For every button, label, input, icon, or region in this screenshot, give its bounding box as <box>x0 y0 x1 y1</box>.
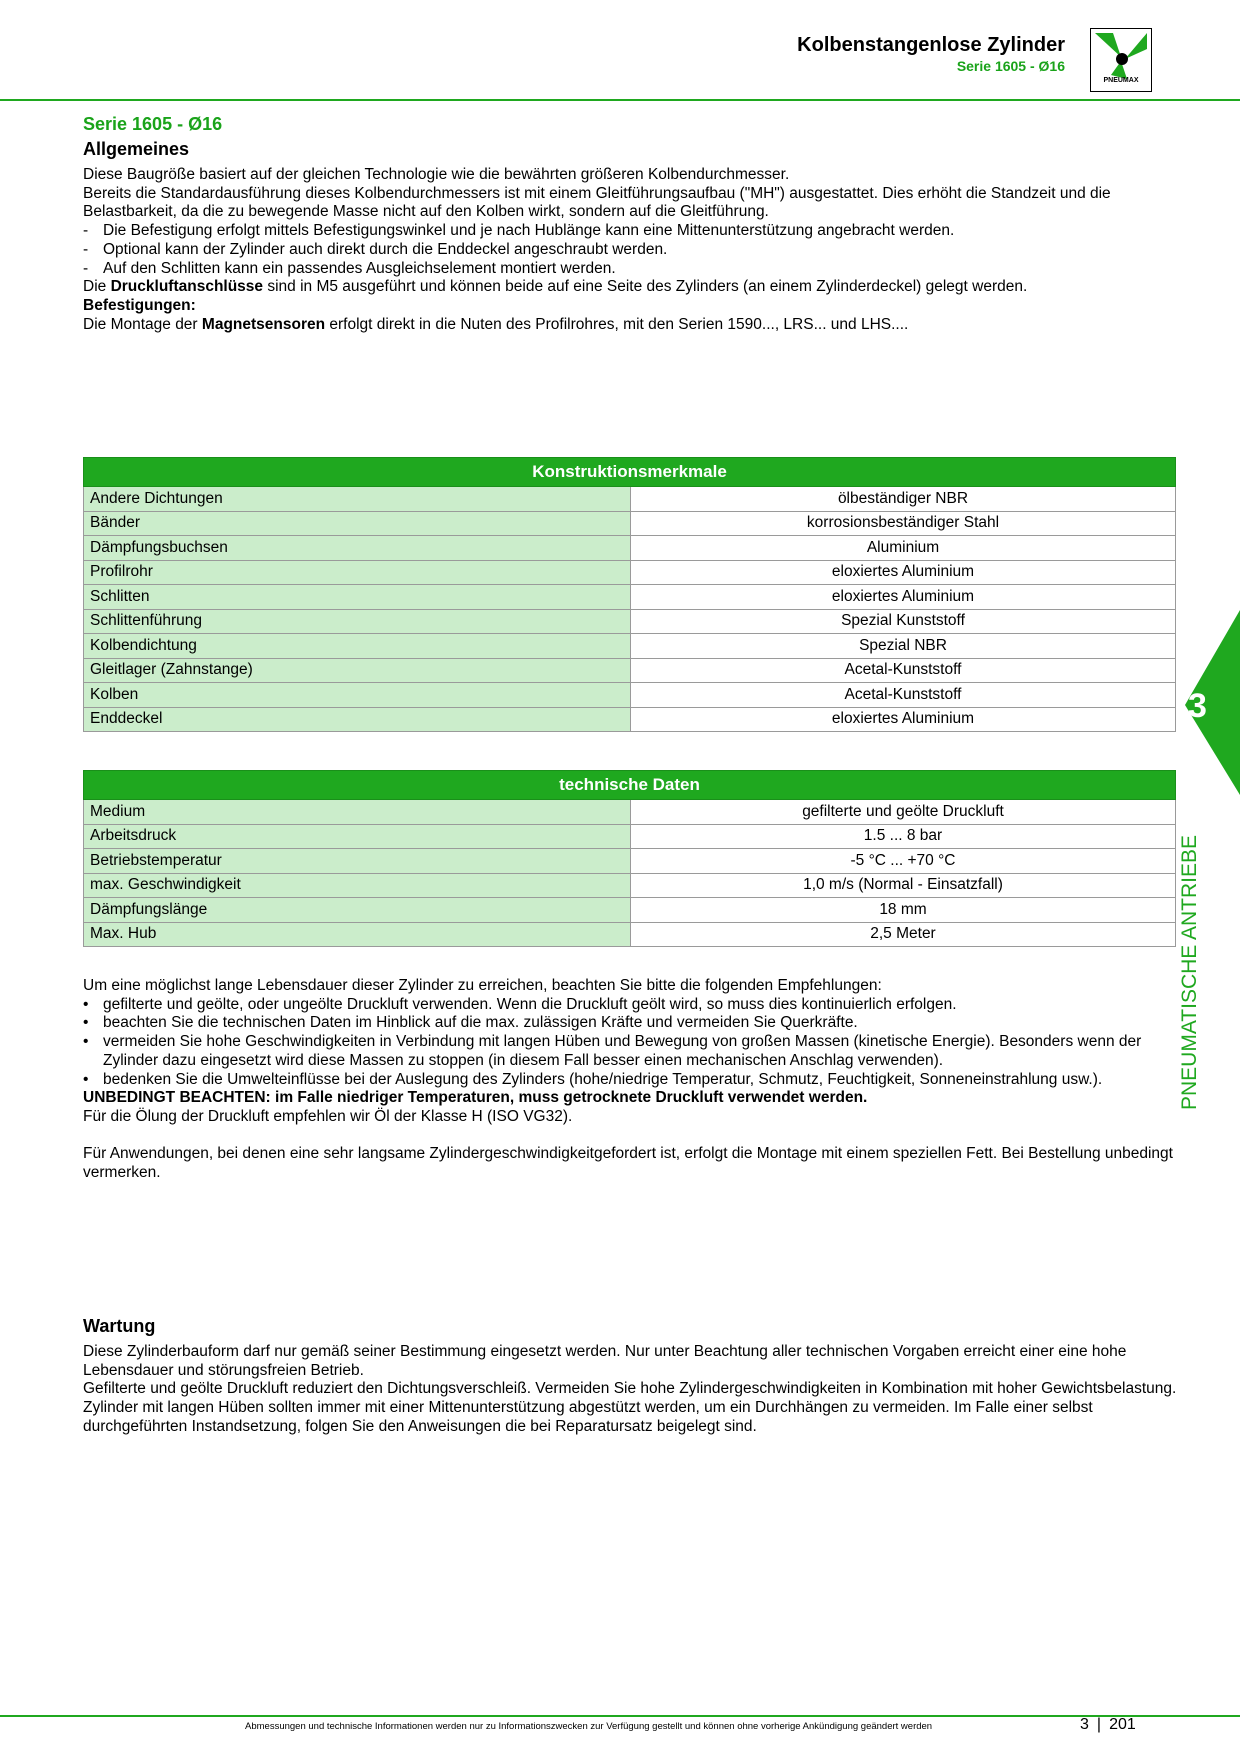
header-title: Kolbenstangenlose Zylinder <box>797 34 1065 56</box>
dash-marker: - <box>83 259 89 277</box>
sensors-text-c: erfolgt direkt in die Nuten des Profilrohres, mit den Serien 1590..., LRS... und LHS.... <box>325 315 909 333</box>
footer-rule <box>0 1715 1240 1717</box>
table-row <box>84 560 1176 585</box>
row-value: Acetal-Kunststoff <box>631 683 1176 708</box>
befestigungen-label: Befestigungen: <box>83 296 196 314</box>
row-value: eloxiertes Aluminium <box>631 560 1176 585</box>
technical-table <box>83 770 1176 947</box>
table-row <box>84 536 1176 561</box>
chapter-label-text: PNEUMATISCHE ANTRIEBE <box>1178 835 1201 1110</box>
row-value: eloxiertes Aluminium <box>631 707 1176 732</box>
table-row <box>84 487 1176 512</box>
row-key: max. Geschwindigkeit <box>84 873 631 898</box>
list-item-text: beachten Sie die technischen Daten im Hinblick auf die max. zulässigen Kräfte und vermeiden Sie Querkräfte. <box>103 1014 858 1032</box>
table-row <box>84 849 1176 874</box>
row-key: Andere Dichtungen <box>84 487 631 512</box>
maintenance-section <box>83 1316 1183 1437</box>
dash-marker: - <box>83 240 89 258</box>
row-key: Schlitten <box>84 585 631 610</box>
pneumax-logo <box>1090 28 1152 92</box>
intro-section <box>83 114 1183 334</box>
table-row <box>84 658 1176 683</box>
connections-paragraph <box>83 278 1183 297</box>
bullet-marker: • <box>83 995 89 1013</box>
maintenance-paragraph-2: Gefilterte und geölte Druckluft reduziert den Dichtungsverschleiß. Vermeiden Sie hohe Zylindergeschwindigkeiten in Kombination mit hoher Gewichtsbelastung. Zylinder mit langen Hüben sollten immer mit einer Mittenunterstützung abgestützt werden, um ein Durchhängen zu vermeiden. Im Falle einer selbst durchgeführten Instandsetzung, folgen Sie den Anweisungen die bei Reparatursatz beigelegt sind. <box>83 1380 1177 1435</box>
row-value: Spezial NBR <box>631 634 1176 659</box>
table-row <box>84 922 1176 947</box>
list-item-text: bedenken Sie die Umwelteinflüsse bei der Auslegung des Zylinders (hohe/niedrige Temperatur, Schmutz, Feuchtigkeit, Sonneneinstrahlung usw.). <box>103 1070 1103 1088</box>
list-item <box>83 1071 1183 1090</box>
table-row <box>84 707 1176 732</box>
sensors-keyword: Magnetsensoren <box>201 315 326 333</box>
chapter-tab-shape <box>1175 610 1240 795</box>
list-item <box>83 996 1183 1015</box>
maintenance-heading: Wartung <box>83 1316 156 1336</box>
bullet-marker: • <box>83 1070 89 1088</box>
logo-text: PNEUMAX <box>1103 77 1139 84</box>
warning-text: UNBEDINGT BEACHTEN: im Falle niedriger Temperaturen, muss getrocknete Druckluft verwendet werden. <box>83 1089 868 1107</box>
chapter-number: 3 <box>1188 687 1207 725</box>
sensors-text-a: Die Montage der <box>83 315 202 333</box>
construction-table-title: Konstruktionsmerkmale <box>84 458 1176 487</box>
row-value: eloxiertes Aluminium <box>631 585 1176 610</box>
table-row <box>84 683 1176 708</box>
allgemeines-heading: Allgemeines <box>83 139 190 159</box>
list-item-text: gefilterte und geölte, oder ungeölte Druckluft verwenden. Wenn die Druckluft geölt wird, so muss dies kontinuierlich erfolgen. <box>103 995 957 1013</box>
table-row <box>84 511 1176 536</box>
row-key: Kolben <box>84 683 631 708</box>
table-row <box>84 898 1176 923</box>
maintenance-paragraph-1: Diese Zylinderbauform darf nur gemäß seiner Bestimmung eingesetzt werden. Nur unter Beachtung aller technischen Vorgaben erreicht einer eine hohe Lebensdauer und störungsfreien Betrieb. <box>83 1343 1127 1379</box>
page-number <box>1080 1716 1136 1734</box>
connections-keyword: Druckluftanschlüsse <box>110 278 264 296</box>
row-key: Max. Hub <box>84 922 631 947</box>
footer-separator: | <box>1096 1716 1102 1733</box>
recommendations-intro: Um eine möglichst lange Lebensdauer dieser Zylinder zu erreichen, beachten Sie bitte die folgenden Empfehlungen: <box>83 977 882 994</box>
oil-text: Für die Ölung der Druckluft empfehlen wir Öl der Klasse H (ISO VG32). <box>83 1107 573 1125</box>
intro-paragraph-1: Diese Baugröße basiert auf der gleichen Technologie wie die bewährten größeren Kolbendurchmesser. <box>83 166 790 183</box>
row-key: Gleitlager (Zahnstange) <box>84 658 631 683</box>
dash-item <box>83 260 1183 279</box>
header-rule <box>0 99 1240 101</box>
list-item <box>83 1014 1183 1033</box>
header-subtitle: Serie 1605 - Ø16 <box>956 58 1065 74</box>
dash-item <box>83 222 1183 241</box>
table-row <box>84 873 1176 898</box>
list-item-text: vermeiden Sie hohe Geschwindigkeiten in Verbindung mit langen Hüben und Bewegung von großen Massen (kinetische Energie). Besonders wenn der Zylinder dazu eingesetzt wird diese Massen zu stoppen (in diesem Fall besser einen mechanischen Anschlag verwenden). <box>103 1033 1142 1069</box>
row-value: korrosionsbeständiger Stahl <box>631 511 1176 536</box>
intro-paragraph-2: Bereits die Standardausführung dieses Kolbendurchmessers ist mit einem Gleitführungsaufbau ("MH") ausgestattet. Dies erhöht die Standzeit und die Belastbarkeit, da die zu bewegende Masse nicht auf den Kolben wirkt, sondern auf die Gleitführung. <box>83 184 1111 221</box>
row-value: 1.5 ... 8 bar <box>631 824 1176 849</box>
recommendations-section <box>83 977 1183 1183</box>
slow-speed-text: Für Anwendungen, bei denen eine sehr langsame Zylindergeschwindigkeitgefordert ist, erfolgt die Montage mit einem speziellen Fett. Bei Bestellung unbedingt vermerken. <box>83 1145 1173 1182</box>
sensors-paragraph <box>83 316 1183 335</box>
row-value: Acetal-Kunststoff <box>631 658 1176 683</box>
row-key: Arbeitsdruck <box>84 824 631 849</box>
row-value: 2,5 Meter <box>631 922 1176 947</box>
row-value: 18 mm <box>631 898 1176 923</box>
row-key: Enddeckel <box>84 707 631 732</box>
row-key: Dämpfungsbuchsen <box>84 536 631 561</box>
dash-item-text: Auf den Schlitten kann ein passendes Ausgleichselement montiert werden. <box>103 259 616 277</box>
dash-item-text: Die Befestigung erfolgt mittels Befestigungswinkel und je nach Hublänge kann eine Mittenunterstützung angebracht werden. <box>103 222 955 240</box>
footer-chapter: 3 <box>1080 1716 1089 1733</box>
table-row <box>84 609 1176 634</box>
row-value: Aluminium <box>631 536 1176 561</box>
table-row <box>84 800 1176 825</box>
dash-marker: - <box>83 222 89 240</box>
footer-page: 201 <box>1109 1716 1136 1733</box>
row-key: Medium <box>84 800 631 825</box>
bullet-marker: • <box>83 1033 89 1051</box>
dash-item-text: Optional kann der Zylinder auch direkt durch die Enddeckel angeschraubt werden. <box>103 240 668 258</box>
table-row <box>84 585 1176 610</box>
connections-text-c: sind in M5 ausgeführt und können beide auf eine Seite des Zylinders (an einem Zylinderdeckel) gelegt werden. <box>263 278 1028 296</box>
series-heading: Serie 1605 - Ø16 <box>83 114 223 134</box>
table-row <box>84 634 1176 659</box>
list-item <box>83 1033 1183 1070</box>
row-key: Dämpfungslänge <box>84 898 631 923</box>
row-value: 1,0 m/s (Normal - Einsatzfall) <box>631 873 1176 898</box>
footer-disclaimer: Abmessungen und technische Informationen werden nur zu Informationszwecken zur Verfügung gestellt und können ohne vorherige Ankündigung geändert werden <box>245 1721 933 1732</box>
row-key: Schlittenführung <box>84 609 631 634</box>
bullet-marker: • <box>83 1014 89 1032</box>
table-row <box>84 824 1176 849</box>
row-key: Bänder <box>84 511 631 536</box>
technical-table-title: technische Daten <box>84 771 1176 800</box>
connections-text-a: Die <box>83 278 111 296</box>
row-value: Spezial Kunststoff <box>631 609 1176 634</box>
row-key: Betriebstemperatur <box>84 849 631 874</box>
row-key: Kolbendichtung <box>84 634 631 659</box>
row-value: -5 °C ... +70 °C <box>631 849 1176 874</box>
dash-item <box>83 241 1183 260</box>
row-value: gefilterte und geölte Druckluft <box>631 800 1176 825</box>
construction-table <box>83 457 1176 732</box>
row-value: ölbeständiger NBR <box>631 487 1176 512</box>
row-key: Profilrohr <box>84 560 631 585</box>
